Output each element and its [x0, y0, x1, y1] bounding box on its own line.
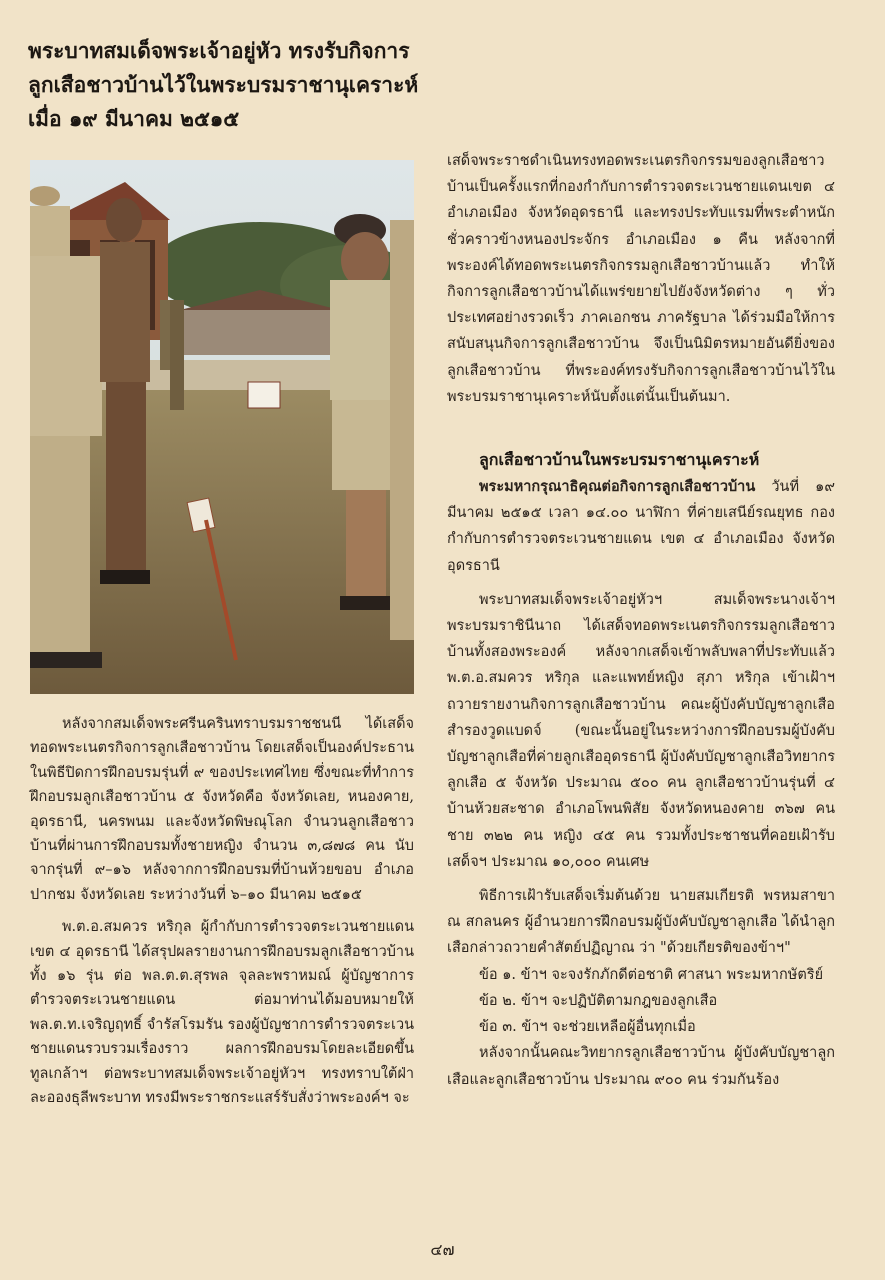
right-paragraph-2: พิธีการเฝ้ารับเสด็จเริ่มต้นด้วย นายสมเกียรติ พรหมสาขา ณ สกลนคร ผู้อำนวยการฝึกอบรมผู้บังคับบัญชาลูกเสือ ได้นำลูกเสือกล่าวถวายคำสัตย์ปฏิญาณ ว่า "ด้วยเกียรติของข้าฯ"	[447, 888, 835, 957]
oath-item-3: ข้อ ๓. ข้าฯ จะช่วยเหลือผู้อื่นทุกเมื่อ	[479, 1019, 696, 1036]
photograph	[30, 160, 414, 694]
oath-item-1: ข้อ ๑. ข้าฯ จะจงรักภักดีต่อชาติ ศาสนา พระมหากษัตริย์	[479, 966, 824, 983]
title-line-2: ลูกเสือชาวบ้านไว้ในพระบรมราชานุเคราะห์	[28, 73, 419, 97]
page-title	[28, 34, 428, 136]
oath-item-2: ข้อ ๒. ข้าฯ จะปฏิบัติตามกฎของลูกเสือ	[479, 992, 718, 1009]
left-column	[30, 712, 414, 1111]
section-heading: ลูกเสือชาวบ้านในพระบรมราชานุเคราะห์	[479, 450, 760, 470]
title-line-3: เมื่อ ๑๙ มีนาคม ๒๕๑๕	[28, 107, 240, 131]
subheading-rest: วันที่ ๑๙ มีนาคม ๒๕๑๕ เวลา ๑๔.๐๐ นาฬิกา ที่ค่ายเสนีย์รณยุทธ กองกำกับการตำรวจตระเวนชายแดน เขต ๔ อำเภอเมือง จังหวัดอุดรธานี	[447, 479, 836, 574]
title-line-1: พระบาทสมเด็จพระเจ้าอยู่หัว ทรงรับกิจการ	[28, 39, 410, 63]
right-paragraph-1: พระบาทสมเด็จพระเจ้าอยู่หัวฯ สมเด็จพระนางเจ้าฯ พระบรมราชินีนาถ ได้เสด็จทอดพระเนตรกิจกรรมลูกเสือชาวบ้านทั้งสองพระองค์ หลังจากเสด็จเข้าพลับพลาที่ประทับแล้ว พ.ต.อ.สมควร หริกุล และแพทย์หญิง สุภา หริกุล เข้าเฝ้าฯ ถวายรายงานกิจการลูกเสือชาวบ้าน คณะผู้บังคับบัญชาลูกเสือสำรองวูดแบดจ์ (ขณะนั้นอยู่ในระหว่างการฝึกอบรมผู้บังคับบัญชาลูกเสือที่ค่ายลูกเสืออุดรธานี ผู้บังคับบัญชาลูกเสือวิทยากรลูกเสือ ๕ จังหวัด ประมาณ ๕๐๐ คน ลูกเสือชาวบ้านรุ่นที่ ๔ บ้านห้วยสะชาด อำเภอโพนพิสัย จังหวัดหนองคาย ๓๖๗ คน ชาย ๓๒๒ คน หญิง ๔๕ คน รวมทั้งประชาชนที่คอยเฝ้ารับเสด็จฯ ประมาณ ๑๐,๐๐๐ คนเศษ	[447, 591, 835, 870]
left-paragraph-1: หลังจากสมเด็จพระศรีนครินทราบรมราชชนนี ได้เสด็จทอดพระเนตรกิจการลูกเสือชาวบ้าน โดยเสด็จเป็นองค์ประธานในพิธีปิดการฝึกอบรมรุ่นที่ ๙ ของประเทศไทย ซึ่งขณะที่ทำการฝึกอบรมลูกเสือชาวบ้าน ๕ จังหวัดคือ จังหวัดเลย, หนองคาย, อุดรธานี, นครพนม และจังหวัดพิษณุโลก จำนวนลูกเสือชาวบ้านที่ผ่านการฝึกอบรมทั้งชายหญิง จำนวน ๓,๘๗๘ คน นับจากรุ่นที่ ๙–๑๖ หลังจากการฝึกอบรมที่บ้านห้วยขอบ อำเภอปากชม จังหวัดเลย ระหว่างวันที่ ๖–๑๐ มีนาคม ๒๕๑๕	[30, 716, 414, 903]
subheading-paragraph	[447, 474, 835, 579]
right-column	[447, 148, 835, 1093]
subheading: พระมหากรุณาธิคุณต่อกิจการลูกเสือชาวบ้าน	[479, 478, 756, 496]
right-paragraph-3: หลังจากนั้นคณะวิทยากรลูกเสือชาวบ้าน ผู้บังคับบัญชาลูกเสือและลูกเสือชาวบ้าน ประมาณ ๙๐๐ คน ร่วมกันร้อง	[447, 1045, 835, 1088]
left-paragraph-2: พ.ต.อ.สมควร หริกุล ผู้กำกับการตำรวจตระเวนชายแดนเขต ๔ อุดรธานี ได้สรุปผลรายงานการฝึกอบรมลูกเสือชาวบ้านทั้ง ๑๖ รุ่น ต่อ พล.ต.ต.สุรพล จุลละพราหมณ์ ผู้บัญชาการตำรวจตระเวนชายแดน ต่อมาท่านได้มอบหมายให้ พล.ต.ท.เจริญฤทธิ์ จำรัสโรมรัน รองผู้บัญชาการตำรวจตระเวนชายแดนรวบรวมเรื่องราว ผลการฝึกอบรมโดยละเอียดขึ้นทูลเกล้าฯ ต่อพระบาทสมเด็จพระเจ้าอยู่หัวฯ ทรงทราบใต้ฝ่าละอองธุลีพระบาท ทรงมีพระราชกระแสร์รับสั่งว่าพระองค์ฯ จะ	[30, 919, 414, 1107]
page-number: ๔๗	[430, 1240, 455, 1259]
right-intro-paragraph: เสด็จพระราชดำเนินทรงทอดพระเนตรกิจกรรมของลูกเสือชาวบ้านเป็นครั้งแรกที่กองกำกับการตำรวจตระเวนชายแดนเขต ๔ อำเภอเมือง จังหวัดอุดรธานี และทรงประทับแรมที่พระตำหนักชั่วคราวข้างหนองประจักร อำเภอเมือง ๑ คืน หลังจากที่พระองค์ได้ทอดพระเนตรกิจกรรมลูกเสือชาวบ้านแล้ว ทำให้กิจการลูกเสือชาวบ้านได้แพร่ขยายไปยังจังหวัดต่าง ๆ ทั่วประเทศอย่างรวดเร็ว ภาคเอกชน ภาครัฐบาล ได้ร่วมมือให้การสนับสนุนกิจการลูกเสือชาวบ้าน จึงเป็นนิมิตรหมายอันดียิ่งของลูกเสือชาวบ้าน ที่พระองค์ทรงรับกิจการลูกเสือชาวบ้านไว้ในพระบรมราชานุเคราะห์นับตั้งแต่นั้นเป็นต้นมา.	[447, 153, 835, 405]
